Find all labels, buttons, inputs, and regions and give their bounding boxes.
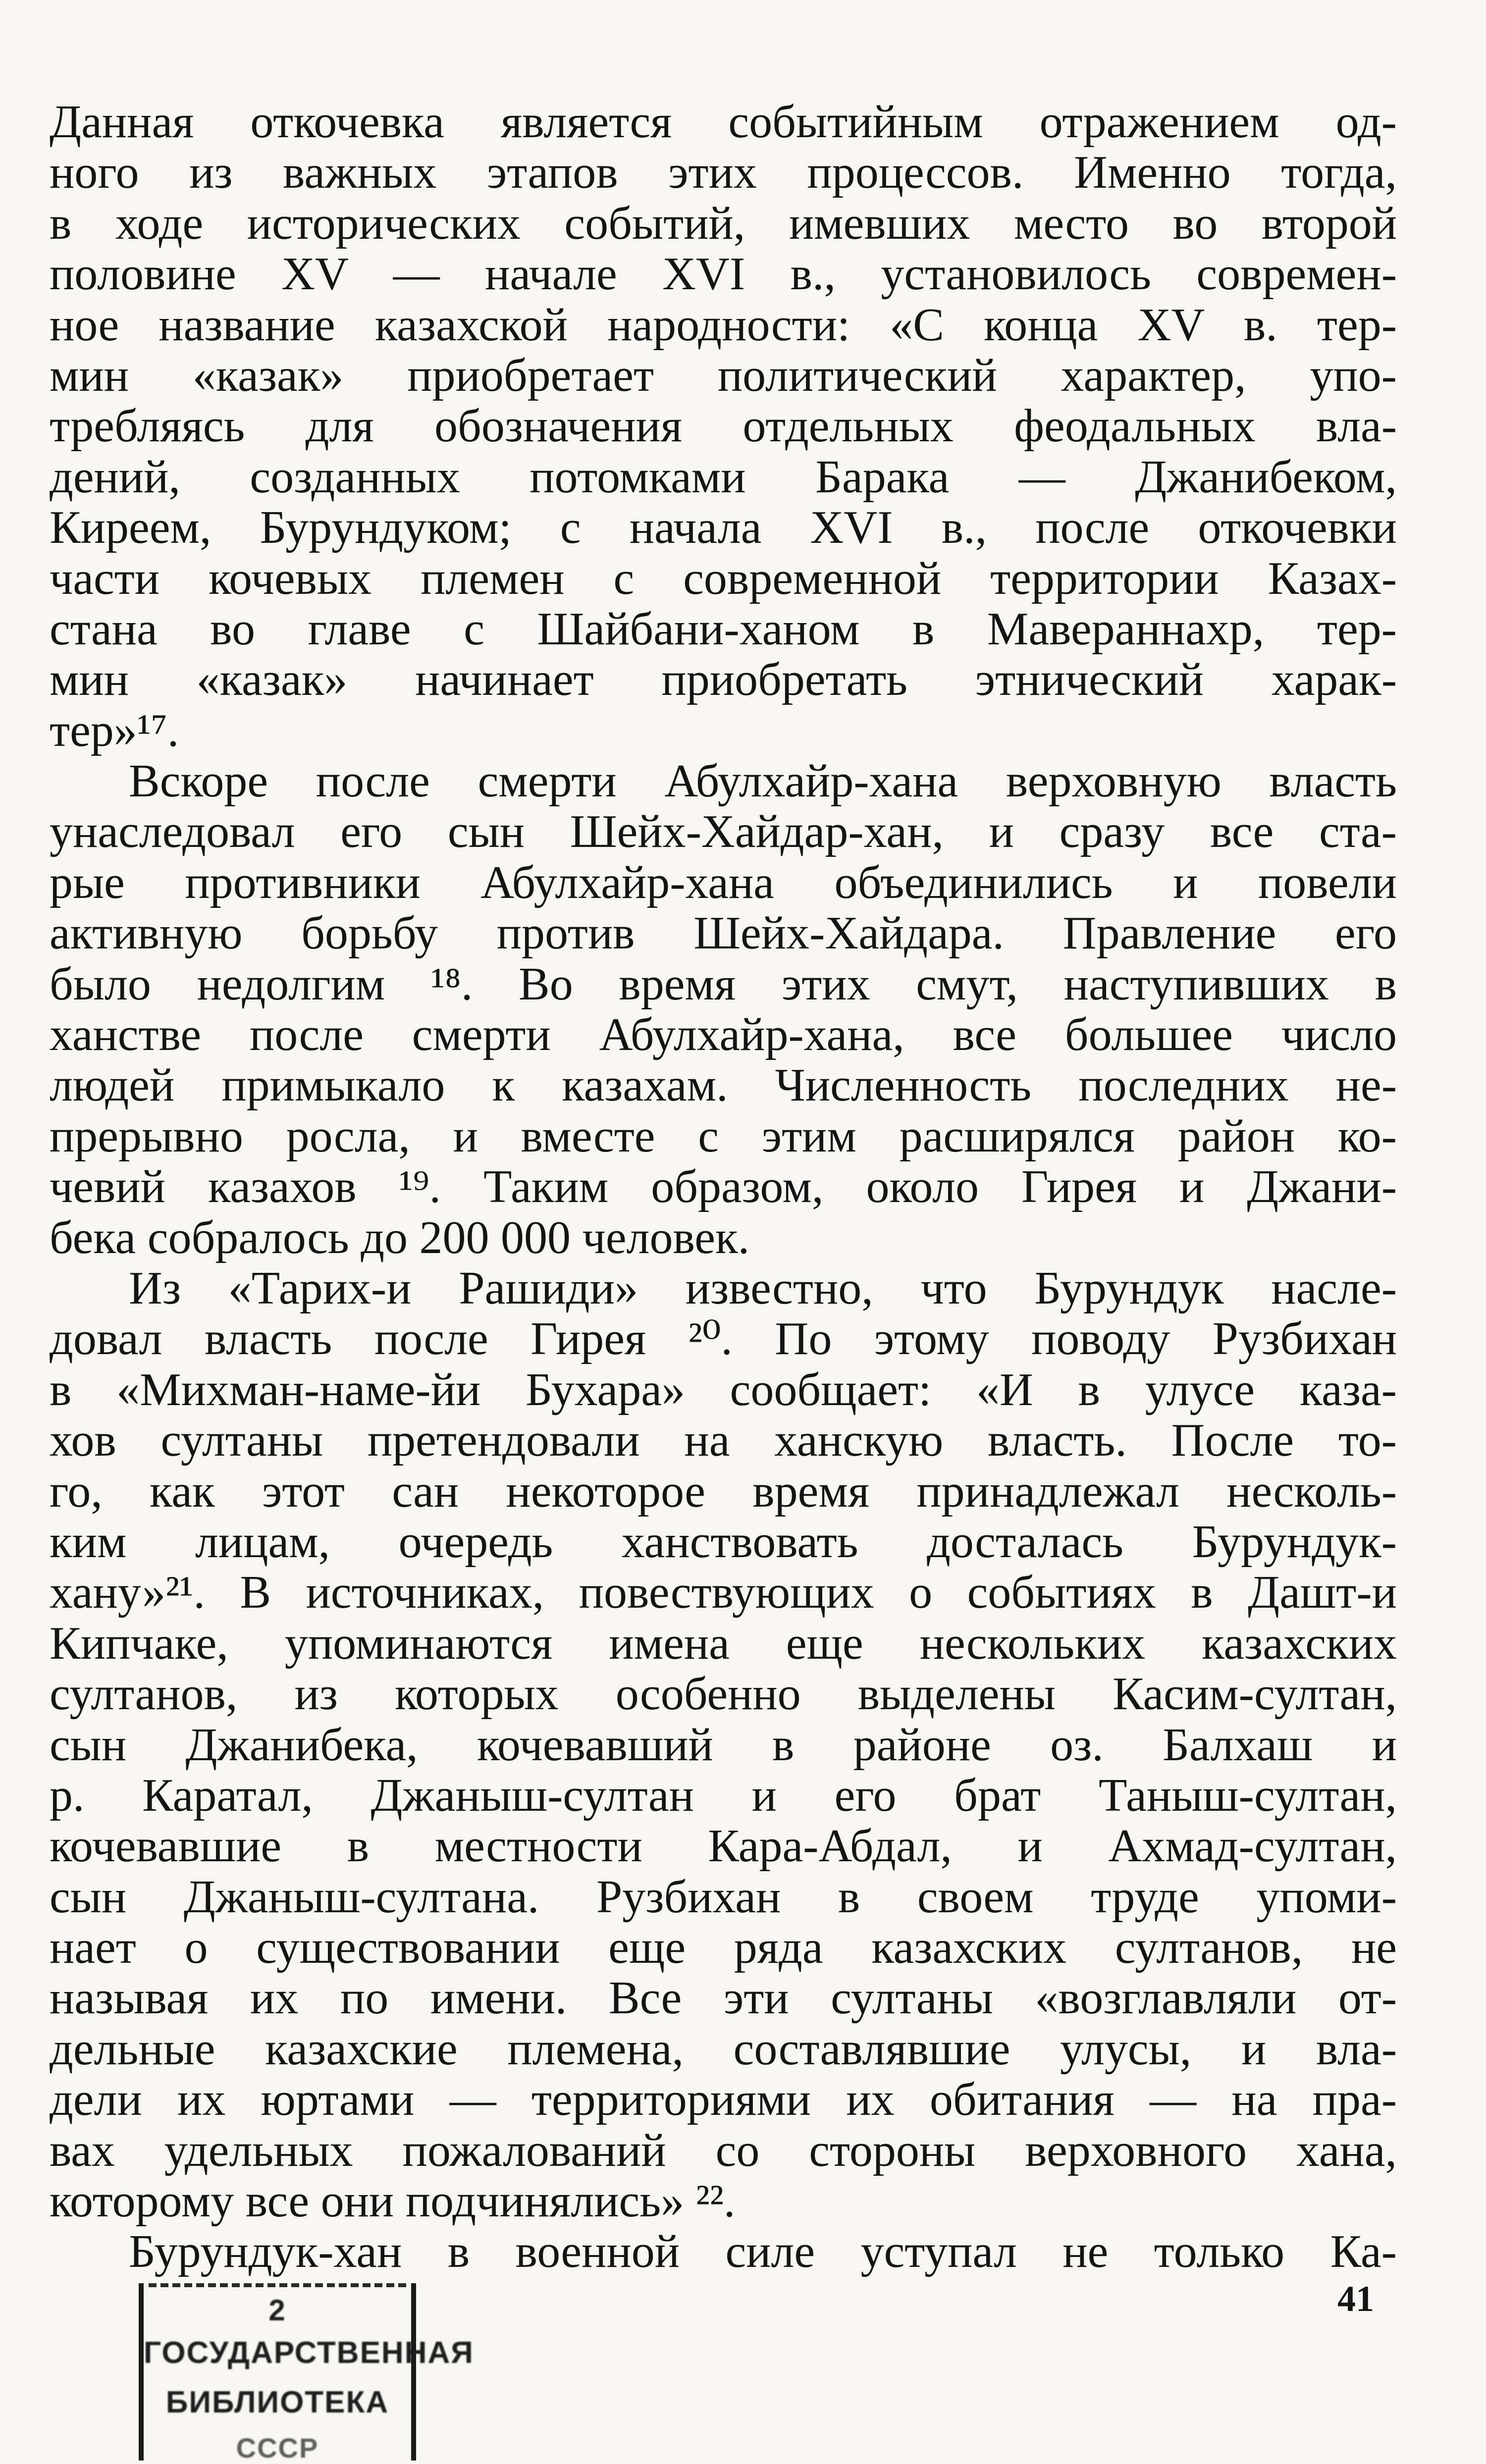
text-line: в ходе исторических событий, имевших место во второй xyxy=(50,197,1397,249)
text-line: мин «казак» начинает приобретать этнический харак- xyxy=(50,654,1397,706)
text-line: Данная откочевка является событийным отражением од- xyxy=(50,96,1397,148)
text-line: нает о существовании еще ряда казахских султанов, не xyxy=(50,1922,1397,1974)
stamp-line: БИБЛИОТЕКА xyxy=(165,2385,389,2419)
text-line: которому все они подчинялись» ²². xyxy=(50,2175,736,2227)
text-line: дели их юртами — территориями их обитания — на пра- xyxy=(50,2074,1397,2126)
text-line: прерывно росла, и вместе с этим расширялся район ко- xyxy=(50,1110,1397,1162)
stamp-line: СССР xyxy=(236,2432,319,2464)
text-line: дельные казахские племена, составлявшие улусы, и вла- xyxy=(50,2023,1397,2075)
text-line: людей примыкало к казахам. Численность последних не- xyxy=(50,1059,1397,1111)
text-line: ханстве после смерти Абулхайр-хана, все большее число xyxy=(50,1009,1397,1061)
text-line: сын Джанибека, кочевавший в районе оз. Балхаш и xyxy=(50,1719,1397,1771)
stamp-line: ГОСУДАРСТВЕННАЯ xyxy=(144,2336,474,2370)
stamp-line: 2 xyxy=(268,2294,286,2327)
text-line: половине XV — начале XVI в., установилось современ- xyxy=(50,248,1397,300)
text-line: Бурундук-хан в военной силе уступал не только Ка- xyxy=(129,2226,1397,2278)
text-line: хов султаны претендовали на ханскую власть. После то- xyxy=(50,1415,1397,1467)
text-line: активную борьбу против Шейх-Хайдара. Правление его xyxy=(50,907,1397,959)
text-line: части кочевых племен с современной территории Казах- xyxy=(50,552,1397,604)
text-line: чевий казахов ¹⁹. Таким образом, около Гирея и Джани- xyxy=(50,1161,1397,1213)
text-line: тер»¹⁷. xyxy=(50,704,179,756)
text-line: Кипчаке, упоминаются имена еще нескольких казахских xyxy=(50,1617,1397,1669)
text-line: сын Джаныш-султана. Рузбихан в своем труде упоми- xyxy=(50,1871,1397,1923)
text-line: султанов, из которых особенно выделены Касим-султан, xyxy=(50,1668,1397,1720)
text-line: мин «казак» приобретает политический характер, упо- xyxy=(50,349,1397,401)
text-line: хану»²¹. В источниках, повествующих о событиях в Дашт-и xyxy=(50,1567,1397,1619)
stamp-border xyxy=(149,2283,406,2287)
text-line: называя их по имени. Все эти султаны «возглавляли от- xyxy=(50,1972,1397,2024)
text-line: бека собралось до 200 000 человек. xyxy=(50,1211,750,1263)
text-line: Из «Тарих-и Рашиди» известно, что Бурундук насле- xyxy=(129,1262,1397,1314)
text-line: требляясь для обозначения отдельных феодальных вла- xyxy=(50,400,1397,452)
text-line: вах удельных пожалований со стороны верховного хана, xyxy=(50,2124,1397,2176)
text-line: кочевавшие в местности Кара-Абдал, и Ахмад-султан, xyxy=(50,1820,1397,1872)
text-line: ное название казахской народности: «С конца XV в. тер- xyxy=(50,299,1397,351)
text-line: довал власть после Гирея ²⁰. По этому поводу Рузбихан xyxy=(50,1313,1397,1365)
text-line: го, как этот сан некоторое время принадлежал несколь- xyxy=(50,1465,1397,1517)
text-line: унаследовал его сын Шейх-Хайдар-хан, и сразу все ста- xyxy=(50,806,1397,858)
text-line: в «Михман-наме-йи Бухара» сообщает: «И в улусе каза- xyxy=(50,1363,1397,1415)
text-line: Вскоре после смерти Абулхайр-хана верховную власть xyxy=(129,755,1397,807)
library-stamp xyxy=(139,2283,474,2464)
text-line: Киреем, Бурундуком; с начала XVI в., после откочевки xyxy=(50,502,1397,554)
text-line: ким лицам, очередь ханствовать досталась Бурундук- xyxy=(50,1516,1397,1568)
text-line: рые противники Абулхайр-хана объединились и повели xyxy=(50,856,1397,908)
text-line: ного из важных этапов этих процессов. Именно тогда, xyxy=(50,147,1397,199)
body-text xyxy=(50,97,1397,2277)
text-line: дений, созданных потомками Барака — Джанибеком, xyxy=(50,451,1397,503)
page-number: 41 xyxy=(1337,2279,1374,2319)
text-line: стана во главе с Шайбани-ханом в Мавераннахр, тер- xyxy=(50,603,1397,655)
text-line: р. Каратал, Джаныш-султан и его брат Таныш-султан, xyxy=(50,1769,1397,1821)
text-line: было недолгим ¹⁸. Во время этих смут, наступивших в xyxy=(50,958,1397,1010)
